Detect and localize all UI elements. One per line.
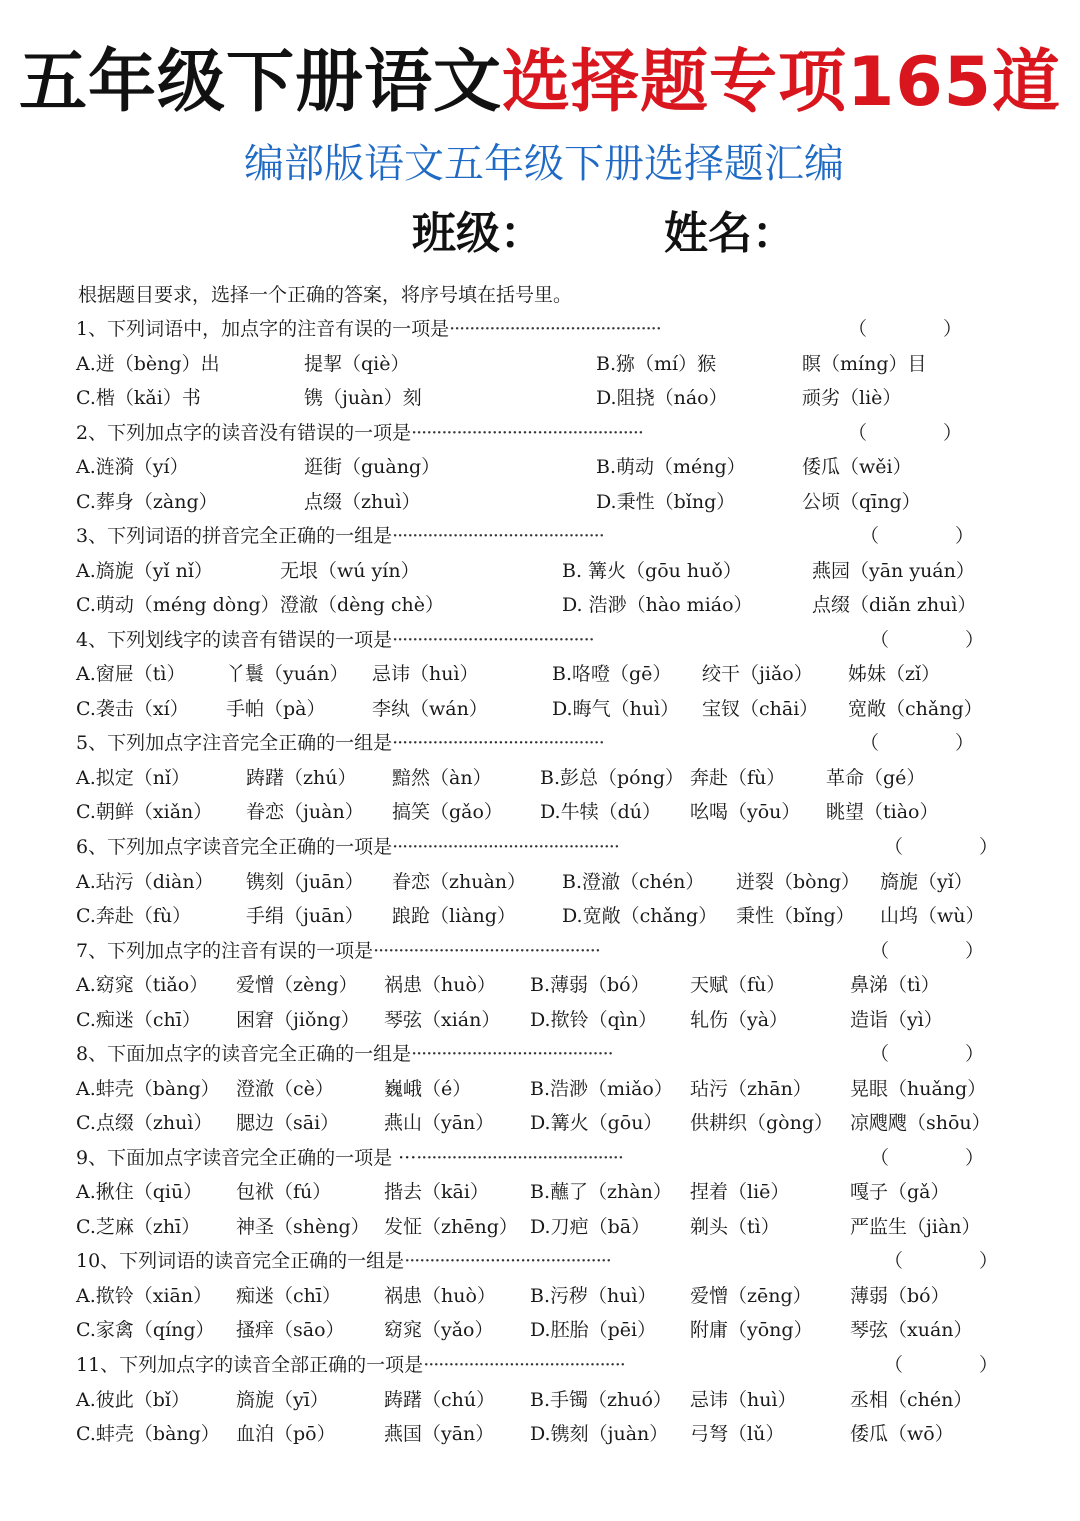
option-item: 燕国（yān）	[384, 1423, 495, 1445]
option-item: A.涟漪（yí）	[76, 456, 189, 479]
option-item: 倭瓜（wō）	[850, 1423, 954, 1445]
option-item: 发怔（zhēng）	[384, 1215, 518, 1238]
option-item: 宽敞（chǎng）	[848, 697, 983, 720]
option-item: 李纨（wán）	[372, 697, 488, 720]
option-item: D.篝火（gōu）	[530, 1112, 663, 1135]
question-stem	[76, 1246, 611, 1276]
answer-blank: （ ）	[870, 628, 985, 651]
option-item: C.朝鲜（xiǎn）	[76, 801, 213, 824]
option-item: 剃头（tì）	[690, 1215, 780, 1238]
option-item: D.镌刻（juàn）	[530, 1423, 669, 1445]
dot-leader: ········································	[411, 1043, 613, 1066]
question-stem	[76, 1143, 623, 1173]
option-item: 搔痒（sāo）	[236, 1319, 345, 1342]
option-item: B.咯噔（gē）	[552, 663, 672, 686]
option-item: 宝钗（chāi）	[702, 697, 819, 720]
answer-blank: （ ）	[870, 939, 985, 962]
option-item: 镌（juàn）刻	[304, 387, 422, 409]
option-item: B.澄澈（chén）	[562, 870, 705, 893]
option-item: 公顷（qīng）	[802, 490, 921, 513]
question-stem-text: 9、下面加点字读音完全正确的一项是 ···	[76, 1146, 417, 1169]
question-stem-text: 10、下列词语的读音完全正确的一组是	[76, 1250, 405, 1273]
option-item: C.楷（kǎi）书	[76, 387, 201, 409]
answer-blank: （ ）	[870, 1146, 985, 1169]
dot-leader: ··········································	[449, 318, 661, 340]
option-item: 镌刻（juān）	[246, 870, 364, 893]
question-stem	[76, 1039, 613, 1069]
option-item: 澄澈（cè）	[236, 1077, 334, 1100]
answer-blank: （ ）	[848, 421, 963, 444]
option-item: 旖旎（yǐ）	[880, 870, 973, 893]
option-item: B. 篝火（gōu huǒ）	[562, 559, 742, 582]
option-item: 弓弩（lǔ）	[690, 1423, 785, 1445]
answer-blank: （ ）	[860, 525, 975, 548]
option-item: 搞笑（gǎo）	[392, 801, 503, 824]
question-stem	[76, 625, 594, 655]
option-item: 提挈（qiè）	[304, 352, 410, 375]
answer-blank: （ ）	[884, 836, 999, 858]
option-item: C.痴迷（chī）	[76, 1008, 201, 1031]
option-item: C.袭击（xí）	[76, 697, 189, 720]
option-item: 瞑（míng）目	[802, 352, 927, 375]
option-item: D.宽敞（chǎng）	[562, 905, 718, 927]
option-item: 点缀（diǎn zhuì）	[812, 594, 977, 617]
option-item: 手帕（pà）	[226, 697, 326, 720]
option-item: 包袱（fú）	[236, 1181, 332, 1204]
option-item: 逛街（guàng）	[304, 456, 441, 479]
option-item: 眷恋（juàn）	[246, 801, 364, 824]
option-item: 踌躇（zhú）	[246, 766, 357, 789]
option-item: 窈窕（yǎo）	[384, 1319, 494, 1342]
class-label: 班级：	[412, 208, 544, 259]
dot-leader: ·········································	[416, 1146, 623, 1169]
question-stem	[76, 832, 619, 862]
option-item: 神圣（shèng）	[236, 1215, 370, 1238]
option-item: 眺望（tiào）	[826, 801, 939, 824]
question-stem	[76, 1350, 625, 1380]
option-item: B.手镯（zhuó）	[530, 1388, 672, 1411]
option-item: A.揿铃（xiān）	[76, 1284, 213, 1307]
title-red-part: 选择题专项165道	[502, 43, 1061, 122]
option-item: A.迸（bèng）出	[76, 352, 220, 375]
question-stem-text: 4、下列划线字的读音有错误的一项是	[76, 628, 393, 651]
option-item: 天赋（fù）	[690, 974, 786, 997]
answer-blank: （ ）	[860, 732, 975, 755]
option-item: 吆喝（yōu）	[690, 801, 801, 824]
option-item: D.刀疤（bā）	[530, 1215, 651, 1238]
answer-blank: （ ）	[884, 1354, 999, 1376]
option-item: 造诣（yì）	[850, 1008, 943, 1031]
option-item: 捏着（liē）	[690, 1181, 790, 1204]
option-item: 血泊（pō）	[236, 1423, 336, 1445]
option-item: C.葬身（zàng）	[76, 490, 218, 513]
option-item: 燕山（yān）	[384, 1112, 495, 1135]
question-stem	[76, 728, 604, 758]
option-item: 手绢（juān）	[246, 905, 364, 927]
option-item: 痴迷（chī）	[236, 1284, 341, 1307]
dot-leader: ········································	[392, 628, 594, 651]
option-item: 顽劣（liè）	[802, 387, 902, 409]
option-item: 祸患（huò）	[384, 974, 496, 997]
option-item: A.彼此（bǐ）	[76, 1388, 191, 1411]
option-item: 踉跄（liàng）	[392, 905, 516, 927]
answer-blank: （ ）	[848, 318, 963, 340]
option-item: 澄澈（dèng chè）	[280, 594, 444, 617]
question-stem	[76, 936, 600, 966]
option-item: 绞干（jiǎo）	[702, 663, 813, 686]
question-stem-text: 5、下列加点字注音完全正确的一组是	[76, 732, 393, 755]
option-item: D.胚胎（pēi）	[530, 1319, 657, 1342]
option-item: B.彭总（póng）	[540, 766, 685, 789]
question-stem-text: 2、下列加点字的读音没有错误的一项是	[76, 421, 412, 444]
option-item: 黯然（àn）	[392, 766, 492, 789]
page-subtitle: 编部版语文五年级下册选择题汇编	[244, 141, 844, 187]
dot-leader: ·············································	[373, 939, 600, 962]
question-stem-text: 11、下列加点字的读音全部正确的一项是	[76, 1354, 424, 1376]
option-item: B.薄弱（bó）	[530, 974, 650, 997]
option-item: B.污秽（huì）	[530, 1284, 657, 1307]
option-item: 忌讳（huì）	[690, 1388, 797, 1411]
option-item: D. 浩渺（hào miáo）	[562, 594, 753, 617]
option-item: 附庸（yōng）	[690, 1319, 813, 1342]
option-item: 爱憎（zèng）	[236, 974, 358, 997]
option-item: C.蚌壳（bàng）	[76, 1423, 220, 1445]
option-item: A.窈窕（tiǎo）	[76, 974, 209, 997]
dot-leader: ··············································	[411, 421, 643, 444]
option-item: 燕园（yān yuán）	[812, 559, 975, 582]
option-item: A.拟定（nǐ）	[76, 766, 191, 789]
option-item: 奔赴（fù）	[690, 766, 786, 789]
option-item: 秉性（bǐng）	[736, 905, 855, 927]
option-item: A.旖旎（yǐ nǐ）	[76, 559, 213, 582]
option-item: D.揿铃（qìn）	[530, 1008, 658, 1031]
option-item: 旖旎（yī）	[236, 1388, 329, 1411]
option-item: 揩去（kāi）	[384, 1181, 489, 1204]
question-stem-text: 7、下列加点字的注音有误的一项是	[76, 939, 374, 962]
question-stem-text: 8、下面加点字的读音完全正确的一组是	[76, 1043, 412, 1066]
question-stem	[76, 314, 661, 344]
question-stem	[76, 418, 643, 448]
option-item: A.玷污（diàn）	[76, 870, 214, 893]
option-item: C.点缀（zhuì）	[76, 1112, 213, 1135]
option-item: 姊妹（zǐ）	[848, 663, 941, 686]
option-item: 眷恋（zhuàn）	[392, 870, 527, 893]
option-item: D.阻挠（náo）	[596, 387, 728, 409]
option-item: 忌讳（huì）	[372, 663, 479, 686]
option-item: 丞相（chén）	[850, 1388, 973, 1411]
question-stem	[76, 521, 604, 551]
option-item: 山坞（wù）	[880, 905, 985, 927]
option-item: B.浩渺（miǎo）	[530, 1077, 673, 1100]
option-item: 腮边（sāi）	[236, 1112, 340, 1135]
option-item: 革命（gé）	[826, 766, 926, 789]
option-item: C.萌动（méng dòng）	[76, 594, 280, 617]
option-item: C.芝麻（zhī）	[76, 1215, 201, 1238]
option-item: 祸患（huò）	[384, 1284, 496, 1307]
option-item: 丫鬟（yuán）	[226, 663, 349, 686]
option-item: B.蘸了（zhàn）	[530, 1181, 672, 1204]
dot-leader: ··········································	[392, 525, 604, 548]
dot-leader: ········································	[423, 1354, 625, 1376]
option-item: 爱憎（zēng）	[690, 1284, 812, 1307]
option-item: 凉飕飕（shōu）	[850, 1112, 991, 1135]
option-item: 困窘（jiǒng）	[236, 1008, 360, 1031]
option-item: 巍峨（é）	[384, 1077, 472, 1100]
option-item: B.猕（mí）猴	[596, 352, 717, 375]
option-item: 玷污（zhān）	[690, 1077, 812, 1100]
dot-leader: ··········································	[392, 732, 604, 755]
option-item: D.秉性（bǐng）	[596, 490, 736, 513]
option-item: C.奔赴（fù）	[76, 905, 192, 927]
answer-blank: （ ）	[870, 1043, 985, 1066]
option-item: 琴弦（xián）	[384, 1008, 501, 1031]
question-stem-text: 3、下列词语的拼音完全正确的一组是	[76, 525, 393, 548]
dot-leader: ·········································	[404, 1250, 611, 1273]
option-item: 薄弱（bó）	[850, 1284, 950, 1307]
page-title	[0, 38, 1080, 128]
option-item: 供耕织（gòng）	[690, 1112, 834, 1135]
dot-leader: ·············································	[392, 836, 619, 858]
option-item: 琴弦（xuán）	[850, 1319, 973, 1342]
question-stem-text: 6、下列加点字读音完全正确的一项是	[76, 836, 393, 858]
option-item: 踌躇（chú）	[384, 1388, 496, 1411]
instruction-text: 根据题目要求，选择一个正确的答案，将序号填在括号里。	[78, 284, 573, 306]
option-item: D.晦气（huì）	[552, 697, 680, 720]
option-item: 晃眼（huǎng）	[850, 1077, 987, 1100]
option-item: C.家禽（qíng）	[76, 1319, 215, 1342]
option-item: 迸裂（bòng）	[736, 870, 861, 893]
option-item: 无垠（wú yín）	[280, 559, 420, 582]
option-item: 点缀（zhuì）	[304, 490, 421, 513]
option-item: A.揪住（qiū）	[76, 1181, 203, 1204]
option-item: 严监生（jiàn）	[850, 1215, 981, 1238]
name-label: 姓名：	[664, 208, 796, 259]
option-item: B.萌动（méng）	[596, 456, 746, 479]
option-item: 轧伤（yà）	[690, 1008, 789, 1031]
title-black-part: 五年级下册语文	[19, 43, 503, 122]
option-item: D.牛犊（dú）	[540, 801, 661, 824]
option-item: 倭瓜（wěi）	[802, 456, 912, 479]
answer-blank: （ ）	[884, 1250, 999, 1273]
option-item: A.蚌壳（bàng）	[76, 1077, 220, 1100]
option-item: 嘎子（gǎ）	[850, 1181, 950, 1204]
question-stem-text: 1、下列词语中，加点字的注音有误的一项是	[76, 318, 450, 340]
option-item: A.窗屉（tì）	[76, 663, 186, 686]
option-item: 鼻涕（tì）	[850, 974, 940, 997]
